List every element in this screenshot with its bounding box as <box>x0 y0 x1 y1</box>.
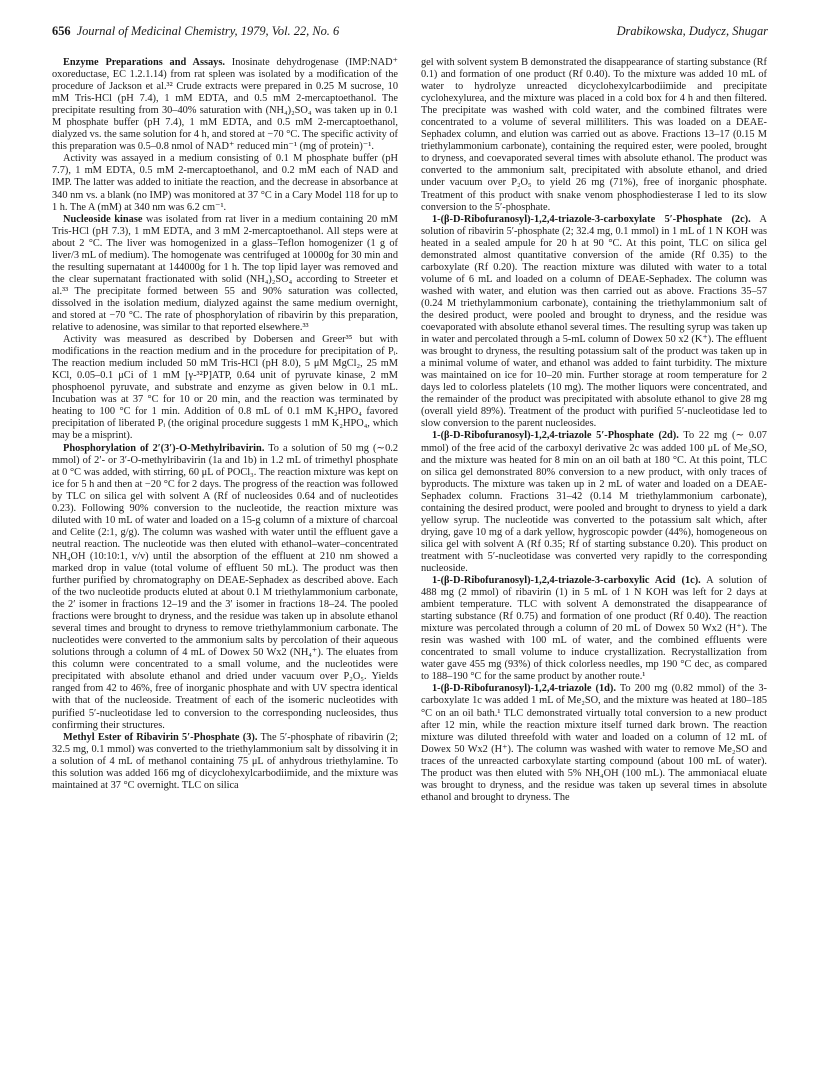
paragraph <box>52 732 398 792</box>
paragraph <box>421 575 767 683</box>
running-head-left <box>52 24 339 39</box>
paragraph <box>421 214 767 431</box>
paragraph-text: To 22 mg (∼ 0.07 mmol) of the free acid of the carboxyl derivative 2c was added 100 μL of Me₂SO, and the mixture was heated for 8 min on an oil bath at 180 °C. At this point, TLC on silica gel demonstrated 80% conversion to a new product, with only traces of byproducts. The mixture was taken up in 2 mL of water and loaded on a DEAE-Sephadex column. Fractions 31–42 (0.14 M triethylammonium carbonate), containing the desired product, were pooled and brought to dryness to yield a dark yellow syrup. The nucleotide was converted to the potassium salt which, after drying, gave 10 mg of a dark yellow, hygroscopic powder (44%), homogeneous on silica gel with solvent A (Rf 0.35; Rf of starting substance 0.20). This product on treatment with 5′-nucleotidase was converted very rapidly to the corresponding nucleoside. <box>421 430 767 574</box>
paragraph-heading: 1-(β-D-Ribofuranosyl)-1,2,4-triazole 5′-Phosphate (2d). <box>432 430 679 442</box>
paragraph <box>52 334 398 442</box>
paragraph <box>52 57 398 153</box>
paragraph <box>52 214 398 334</box>
paragraph-heading: Nucleoside kinase <box>63 213 143 225</box>
paragraph-heading: Phosphorylation of 2′(3′)-O-Methylribavirin. <box>63 442 265 454</box>
page-number: 656 <box>52 24 71 38</box>
paragraph-text: Activity was assayed in a medium consisting of 0.1 M phosphate buffer (pH 7.7), 1 mM EDTA, 0.5 mM 2-mercaptoethanol, and 0.2 mM each of NAD and IMP. The latter was added to initiate the reaction, and the decrease in absorbance at 340 nm vs. a blank (no IMP) was monitored at 37 °C in a Cary Model 118 for up to 1 h. The A (mM) at 340 nm was 6.2 cm⁻¹. <box>52 153 398 213</box>
paragraph-text: A solution of 488 mg (2 mmol) of ribavirin (1) in 5 mL of 1 N KOH was left for 2 days at ambient temperature. TLC with solvent A demonstrated the disappearance of starting substance (Rf 0.75) and formation of one product (Rf 0.40). The reaction mixture was percolated through a column of 20 mL of Dowex 50 Wx2 (H⁺). The resin was washed with 100 mL of water, and the combined effluents were concentrated to small volume to induce crystallization. Recrystallization from water gave 455 mg (93%) of thick colorless needles, mp 190 °C dec, as compared to 188–190 °C for the same product by another route.¹ <box>421 575 767 683</box>
paragraph-heading: Methyl Ester of Ribavirin 5′-Phosphate (3). <box>63 731 258 743</box>
paragraph-text: Activity was measured as described by Dobersen and Greer³⁵ but with modifications in the reaction medium and in the procedure for precipitation of Pᵢ. The reaction medium included 50 mM Tris-HCl (pH 8.0), 5 μM MgCl₂, 25 mM KCl, 0.05–0.1 μCi of 1 mM [γ-³²P]ATP, 0.64 unit of pyruvate kinase, 2 mM phosphoenol pyruvate, and substrate and enzyme as given below in 0.1 mL. Incubation was at 37 °C for 10 or 20 min, and the reaction was terminated by heating to 100 °C for 1 min. Addition of 0.8 mL of 0.1 mM K₂HPO₄ favored precipitation of liberated Pᵢ (the original procedure suggests 1 mM K₂HPO₄, which may be a misprint). <box>52 334 398 442</box>
paragraph-heading: Enzyme Preparations and Assays. <box>63 57 225 68</box>
paragraph <box>421 57 767 214</box>
paragraph <box>52 153 398 213</box>
paragraph-text: A solution of ribavirin 5′-phosphate (2; 32.4 mg, 0.1 mmol) in 1 mL of 1 N KOH was heated in a sealed ampule for 20 h at 90 °C. At this point, TLC on silica gel demonstrated almost quantitative conversion of the amide (Rf 0.35) to the carboxylate (Rf 0.20). The reaction mixture was diluted with water to a total volume of 6 mL and loaded on a column of DEAE-Sephadex. The column was washed with water, and elution was then carried out as above. Fractions 35–57 (0.24 M triethylammonium carbonate), containing the triethylammonium salt of the desired product, were pooled and brought to dryness, and the residue was coevaporated with absolute ethanol several times. The resulting syrup was taken up in water and percolated through a 5-mL column of Dowex 50 x2 (K⁺). The effluent was brought to dryness, the resulting potassium salt of the product was taken up in a minimal volume of water, and ethanol was added to faint turbidity. The mixture was maintained on ice for 10–20 min. Further storage at room temperature for 2 days led to colorless platelets (10 mg). The mother liquors were concentrated, and the remainder of the product was precipitated with absolute ethanol to give 28 mg (overall yield 89%). Treatment of the product with purified 5′-nucleotidase led to slow conversion to the parent nucleosides. <box>421 213 767 430</box>
journal-citation: Journal of Medicinal Chemistry, 1979, Vol. 22, No. 6 <box>76 24 340 38</box>
right-column <box>421 57 767 804</box>
paragraph <box>52 443 398 732</box>
paragraph-text: Inosinate dehydrogenase (IMP:NAD⁺ oxoreductase, EC 1.2.1.14) from rat spleen was isolated by a modification of the procedure of Jackson et al.³² Crude extracts were prepared in 0.25 M sucrose, 10 mM Tris-HCl (pH 7.4), 1 mM EDTA, and 0.5 mM 2-mercaptoethanol. The precipitate resulting from 30–40% saturation with (NH₄)₂SO₄ was taken up in 0.1 M phosphate buffer (pH 7.4), 1 mM EDTA, and 0.5 mM 2-mercaptoethanol, dialyzed vs. the same solution for 4 h, and stored at −70 °C. The specific activity of this preparation was 0.5–0.8 nmol of NAD⁺ reduced min⁻¹ (mg of protein)⁻¹. <box>52 57 398 153</box>
paragraph <box>421 683 767 803</box>
paragraph-text: To 200 mg (0.82 mmol) of the 3-carboxylate 1c was added 1 mL of Me₂SO, and the mixture was heated at 180–185 °C on an oil bath.¹ TLC demonstrated virtually total conversion to a new product after 12 min, while the reaction mixture itself turned dark brown. The reaction mixture was diluted threefold with water and loaded on a column of 12 mL of Dowex 50 Wx2 (H⁺). The column was washed with water to remove Me₂SO and traces of the unreacted carboxylate starting compound (about 100 mL of water). The product was then eluted with 5% NH₄OH (100 mL). The ammoniacal eluate was brought to dryness, and the residue was taken up several times in absolute ethanol and brought to dryness. The <box>421 683 767 803</box>
paragraph-text: gel with solvent system B demonstrated the disappearance of starting substance (Rf 0.1) and formation of one product (Rf 0.40). To the mixture was added 10 mL of water to hydrolyze unreacted dicyclohexylcarbodiimide and precipitate cyclohexylurea, and the mixture was placed in a cold box for 4 h and then filtered. The precipitate was washed with cold water, and the combined filtrates were concentrated to a volume of several milliliters. This was loaded on a DEAE-Sephadex column, and elution was carried out as above. Fractions 13–17 (0.15 M triethylammonium carbonate), containing the required ester, were pooled, brought to dryness, and coevaporated several times with absolute ethanol. The product was converted to the ammonium salt, precipitated with absolute ethanol, and dried under vacuum over P₂O₅ to yield 26 mg (71%), free of inorganic phosphate. Treatment of this product with snake venom phosphodiesterase I led to its slow conversion to the 5′-phosphate. <box>421 57 767 213</box>
paragraph-text: To a solution of 50 mg (∼0.2 mmol) of 2′- or 3′-O-methylribavirin (1a and 1b) in 1.2 mL of trimethyl phosphate at 0 °C was added, with stirring, 60 μL of POCl₃. The reaction mixture was kept on ice for 5 h and then at −20 °C for 2 days. The progress of the reaction was followed by TLC on silica gel with solvent A (Rf of nucleosides 0.64 and of nucleotides 0.23). Following 90% conversion to the nucleotide, the reaction mixture was diluted with 10 mL of water and loaded on a 15-g column of a mixture of charcoal and Celite (2:1, g/g). The column was washed with water until the effluent gave a neutral reaction. The nucleotide was then eluted with ethanol–water–concentrated NH₄OH (10:10:1, v/v) until the absorption of the effluent at 210 nm showed a marked drop in value (total volume of effluent 50 mL). The product was then further purified by chromatography on DEAE-Sephadex as described above. Each of the two nucleotide products eluted at about 0.1 M triethylammonium carbonate, the 2′ isomer in fractions 12–19 and the 3′ isomer in fractions 18–24. The pooled fractions were brought to dryness, and the residue was taken up in absolute ethanol several times and brought to dryness to remove triethylammonium carbonate. The nucleotides were converted to the ammonium salts by percolation of their aqueous solutions through a column of 4 mL of Dowex 50 Wx2 (NH₄⁺). The eluates from this column were concentrated to a small volume, and the nucleotides were precipitated with absolute ethanol and dried under vacuum over P₂O₅. Yields ranged from 42 to 46%, free of inorganic phosphate and with UV spectra identical with that of the nucleoside. Treatment of each of the isomeric nucleotides with purified 5′-nucleotidase led to conversion to the corresponding nucleosides, thus confirming their structures. <box>52 442 399 731</box>
paragraph-heading: 1-(β-D-Ribofuranosyl)-1,2,4-triazole (1d). <box>432 683 616 695</box>
page-header <box>52 24 768 42</box>
left-column <box>52 57 398 792</box>
paragraph-text: The 5′-phosphate of ribavirin (2; 32.5 mg, 0.1 mmol) was converted to the triethylammonium salt by dissolving it in a solution of 4 mL of methanol containing 75 μL of anhydrous triethylamine. To this solution was added 166 mg of dicyclohexylcarbodiimide, and the mixture was maintained at 37 °C overnight. TLC on silica <box>52 731 398 791</box>
paragraph-text: was isolated from rat liver in a medium containing 20 mM Tris-HCl (pH 7.3), 1 mM EDTA, and 3 mM 2-mercaptoethanol. All steps were at about 2 °C. The liver was homogenized in a glass–Teflon homogenizer (1 g of liver/3 mL of medium). The homogenate was centrifuged at 10000g for 30 min and the resulting supernatant at 144000g for 1 h. The top lipid layer was removed and the clear supernatant fractionated with solid (NH₄)₂SO₄ according to Streeter et al.³³ The precipitate formed between 55 and 90% saturation was collected, dissolved in the isolation medium, dialyzed against the same medium overnight, and stored at −70 °C. The rate of phosphorylation of ribavirin by this preparation, relative to adenosine, was similar to that reported elsewhere.³³ <box>52 213 399 334</box>
paragraph-heading: 1-(β-D-Ribofuranosyl)-1,2,4-triazole-3-carboxylic Acid (1c). <box>432 575 701 587</box>
running-head-authors: Drabikowska, Dudycz, Shugar <box>616 24 768 38</box>
paragraph <box>421 430 767 575</box>
paragraph-heading: 1-(β-D-Ribofuranosyl)-1,2,4-triazole-3-carboxylate 5′-Phosphate (2c). <box>432 213 751 225</box>
